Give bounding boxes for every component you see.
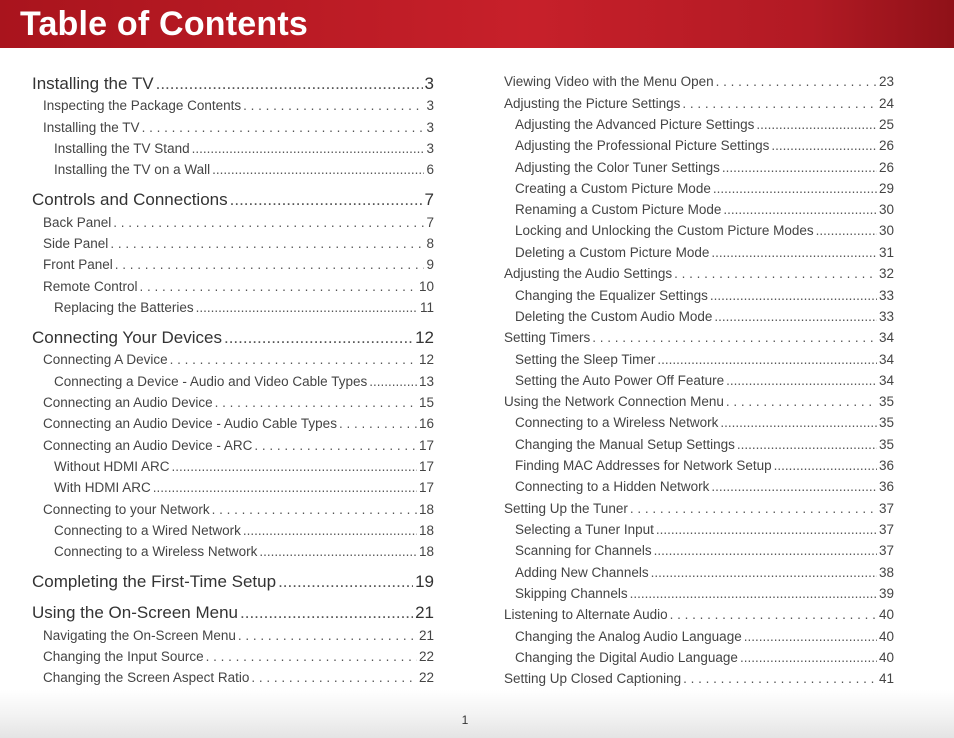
toc-entry-title: Using the On-Screen Menu bbox=[32, 603, 238, 622]
dot-leader bbox=[238, 628, 417, 643]
toc-entry-page: 9 bbox=[426, 257, 434, 272]
toc-entry[interactable] bbox=[54, 459, 434, 474]
toc-entry-title: Setting the Sleep Timer bbox=[515, 352, 656, 367]
toc-entry[interactable] bbox=[43, 257, 434, 272]
dot-leader bbox=[172, 459, 417, 474]
toc-entry-page: 8 bbox=[426, 236, 434, 251]
toc-entry[interactable] bbox=[515, 522, 894, 537]
toc-entry-title: Changing the Manual Setup Settings bbox=[515, 437, 735, 452]
toc-entry[interactable] bbox=[515, 458, 894, 473]
toc-entry-page: 18 bbox=[418, 502, 434, 517]
dot-leader bbox=[230, 190, 423, 210]
dot-leader bbox=[251, 670, 417, 685]
toc-entry-title: Adjusting the Color Tuner Settings bbox=[515, 160, 720, 175]
toc-entry-page: 3 bbox=[426, 120, 434, 135]
toc-entry[interactable] bbox=[515, 160, 894, 175]
dot-leader bbox=[113, 215, 424, 230]
toc-entry-page: 35 bbox=[878, 437, 894, 452]
toc-entry-title: Setting Timers bbox=[504, 330, 591, 345]
toc-entry-title: Skipping Channels bbox=[515, 586, 628, 601]
toc-entry-page: 22 bbox=[418, 670, 434, 685]
toc-entry-page: 17 bbox=[418, 438, 434, 453]
toc-entry-page: 13 bbox=[418, 374, 434, 389]
toc-entry-page: 40 bbox=[878, 650, 894, 665]
dot-leader bbox=[740, 650, 877, 665]
toc-entry-page: 35 bbox=[878, 394, 894, 409]
toc-entry[interactable] bbox=[515, 288, 894, 303]
toc-entry-page: 21 bbox=[415, 603, 434, 622]
toc-entry-title: Installing the TV on a Wall bbox=[54, 162, 211, 177]
dot-leader bbox=[726, 373, 877, 388]
toc-entry-title: Changing the Analog Audio Language bbox=[515, 629, 742, 644]
dot-leader bbox=[771, 138, 877, 153]
toc-entry-page: 39 bbox=[878, 586, 894, 601]
dot-leader bbox=[259, 544, 417, 559]
toc-entry-page: 18 bbox=[418, 544, 434, 559]
toc-entry-title: Connecting an Audio Device bbox=[43, 395, 213, 410]
toc-entry-page: 7 bbox=[424, 190, 434, 209]
dot-leader bbox=[726, 394, 877, 409]
toc-entry[interactable] bbox=[515, 437, 894, 452]
dot-leader bbox=[240, 603, 413, 623]
toc-entry[interactable] bbox=[515, 543, 894, 558]
toc-entry-page: 12 bbox=[418, 352, 434, 367]
toc-entry-page: 34 bbox=[878, 373, 894, 388]
dot-leader bbox=[630, 501, 877, 516]
dot-leader bbox=[651, 565, 877, 580]
toc-entry-title: Deleting a Custom Picture Mode bbox=[515, 245, 710, 260]
toc-entry[interactable] bbox=[32, 572, 434, 592]
toc-entry[interactable] bbox=[515, 181, 894, 196]
toc-entry-page: 19 bbox=[415, 572, 434, 591]
toc-entry[interactable] bbox=[54, 374, 434, 389]
toc-entry-page: 36 bbox=[878, 479, 894, 494]
toc-entry[interactable] bbox=[54, 162, 434, 177]
toc-entry-page: 25 bbox=[878, 117, 894, 132]
dot-leader bbox=[756, 117, 877, 132]
toc-entry-title: Setting the Auto Power Off Feature bbox=[515, 373, 725, 388]
toc-entry-title: Changing the Screen Aspect Ratio bbox=[43, 670, 250, 685]
toc-entry-page: 34 bbox=[878, 330, 894, 345]
toc-entry-title: Adjusting the Picture Settings bbox=[504, 96, 681, 111]
toc-entry-title: Remote Control bbox=[43, 279, 138, 294]
dot-leader bbox=[170, 352, 417, 367]
toc-entry-title: Changing the Input Source bbox=[43, 649, 204, 664]
dot-leader bbox=[714, 309, 877, 324]
dot-leader bbox=[140, 279, 417, 294]
dot-leader bbox=[196, 300, 418, 315]
page-title: Table of Contents bbox=[20, 5, 308, 43]
toc-entry-page: 3 bbox=[424, 74, 434, 93]
dot-leader bbox=[212, 162, 424, 177]
dot-leader bbox=[278, 572, 413, 592]
toc-entry[interactable] bbox=[32, 190, 434, 210]
toc-entry[interactable] bbox=[504, 330, 894, 345]
toc-entry-page: 23 bbox=[878, 74, 894, 89]
toc-entry[interactable] bbox=[515, 415, 894, 430]
toc-entry[interactable] bbox=[515, 202, 894, 217]
toc-entry-title: Adding New Channels bbox=[515, 565, 649, 580]
toc-entry[interactable] bbox=[43, 416, 434, 431]
dot-leader bbox=[212, 502, 417, 517]
toc-entry-title: Connecting to a Hidden Network bbox=[515, 479, 710, 494]
toc-entry-title: Locking and Unlocking the Custom Picture Modes bbox=[515, 223, 814, 238]
dot-leader bbox=[683, 671, 877, 686]
toc-entry-page: 18 bbox=[418, 523, 434, 538]
toc-entry[interactable] bbox=[504, 671, 894, 686]
toc-entry[interactable] bbox=[515, 223, 894, 238]
toc-entry[interactable] bbox=[515, 117, 894, 132]
toc-entry-title: Front Panel bbox=[43, 257, 113, 272]
toc-entry-title: Connecting an Audio Device - ARC bbox=[43, 438, 253, 453]
toc-entry-page: 33 bbox=[878, 288, 894, 303]
toc-entry-page: 26 bbox=[878, 160, 894, 175]
dot-leader bbox=[156, 74, 423, 94]
toc-entry-title: With HDMI ARC bbox=[54, 480, 151, 495]
dot-leader bbox=[654, 543, 877, 558]
toc-entry-page: 29 bbox=[878, 181, 894, 196]
dot-leader bbox=[115, 257, 425, 272]
toc-entry-page: 22 bbox=[418, 649, 434, 664]
dot-leader bbox=[369, 374, 417, 389]
dot-leader bbox=[744, 629, 877, 644]
toc-entry-page: 7 bbox=[426, 215, 434, 230]
dot-leader bbox=[339, 416, 417, 431]
toc-entry-title: Replacing the Batteries bbox=[54, 300, 194, 315]
toc-entry-title: Adjusting the Professional Picture Settings bbox=[515, 138, 770, 153]
dot-leader bbox=[630, 586, 877, 601]
toc-entry-page: 3 bbox=[426, 98, 434, 113]
toc-entry[interactable] bbox=[43, 215, 434, 230]
dot-leader bbox=[224, 328, 413, 348]
toc-entry-page: 31 bbox=[878, 245, 894, 260]
dot-leader bbox=[142, 120, 425, 135]
toc-entry-title: Adjusting the Audio Settings bbox=[504, 266, 673, 281]
toc-entry-title: Without HDMI ARC bbox=[54, 459, 170, 474]
toc-entry-title: Using the Network Connection Menu bbox=[504, 394, 724, 409]
toc-entry-page: 32 bbox=[878, 266, 894, 281]
dot-leader bbox=[723, 202, 877, 217]
toc-entry[interactable] bbox=[515, 138, 894, 153]
toc-entry-title: Installing the TV bbox=[32, 74, 154, 93]
toc-entry[interactable] bbox=[504, 74, 894, 89]
toc-entry[interactable] bbox=[515, 586, 894, 601]
toc-entry[interactable] bbox=[43, 352, 434, 367]
toc-entry[interactable] bbox=[515, 565, 894, 580]
dot-leader bbox=[254, 438, 417, 453]
toc-entry[interactable] bbox=[515, 479, 894, 494]
toc-entry-title: Listening to Alternate Audio bbox=[504, 607, 668, 622]
toc-entry-title: Installing the TV Stand bbox=[54, 141, 190, 156]
dot-leader bbox=[720, 415, 877, 430]
toc-entry[interactable] bbox=[32, 74, 434, 94]
toc-entry-title: Completing the First-Time Setup bbox=[32, 572, 277, 591]
dot-leader bbox=[110, 236, 424, 251]
toc-entry[interactable] bbox=[504, 607, 894, 622]
toc-entry[interactable] bbox=[43, 120, 434, 135]
toc-entry-title: Viewing Video with the Menu Open bbox=[504, 74, 714, 89]
dot-leader bbox=[592, 330, 877, 345]
toc-entry[interactable] bbox=[504, 96, 894, 111]
toc-entry-page: 11 bbox=[419, 300, 434, 315]
toc-entry[interactable] bbox=[43, 236, 434, 251]
toc-entry-page: 34 bbox=[878, 352, 894, 367]
toc-entry-title: Creating a Custom Picture Mode bbox=[515, 181, 711, 196]
toc-entry-page: 12 bbox=[415, 328, 434, 347]
dot-leader bbox=[192, 141, 425, 156]
toc-entry-title: Deleting the Custom Audio Mode bbox=[515, 309, 713, 324]
dot-leader bbox=[710, 288, 877, 303]
toc-entry-title: Connecting to your Network bbox=[43, 502, 210, 517]
dot-leader bbox=[774, 458, 877, 473]
toc-entry[interactable] bbox=[43, 502, 434, 517]
dot-leader bbox=[656, 522, 877, 537]
toc-entry-title: Changing the Equalizer Settings bbox=[515, 288, 708, 303]
toc-entry-page: 41 bbox=[878, 671, 894, 686]
toc-entry-title: Connecting to a Wireless Network bbox=[54, 544, 258, 559]
dot-leader bbox=[711, 245, 877, 260]
toc-entry[interactable] bbox=[43, 395, 434, 410]
toc-entry-page: 40 bbox=[878, 607, 894, 622]
toc-entry-title: Scanning for Channels bbox=[515, 543, 652, 558]
toc-entry[interactable] bbox=[515, 650, 894, 665]
toc-entry[interactable] bbox=[54, 523, 434, 538]
dot-leader bbox=[670, 607, 877, 622]
dot-leader bbox=[713, 181, 877, 196]
toc-entry-title: Adjusting the Advanced Picture Settings bbox=[515, 117, 755, 132]
dot-leader bbox=[816, 223, 877, 238]
toc-entry-title: Finding MAC Addresses for Network Setup bbox=[515, 458, 772, 473]
dot-leader bbox=[243, 523, 417, 538]
toc-entry-title: Side Panel bbox=[43, 236, 109, 251]
dot-leader bbox=[215, 395, 417, 410]
toc-entry-page: 37 bbox=[878, 543, 894, 558]
dot-leader bbox=[722, 160, 877, 175]
toc-entry-page: 35 bbox=[878, 415, 894, 430]
toc-entry-title: Inspecting the Package Contents bbox=[43, 98, 242, 113]
toc-entry-page: 3 bbox=[426, 141, 434, 156]
toc-entry-page: 33 bbox=[878, 309, 894, 324]
toc-entry-title: Selecting a Tuner Input bbox=[515, 522, 654, 537]
toc-entry-title: Connecting an Audio Device - Audio Cable Types bbox=[43, 416, 337, 431]
toc-entry-title: Connecting to a Wireless Network bbox=[515, 415, 719, 430]
toc-entry[interactable] bbox=[43, 279, 434, 294]
toc-entry-title: Navigating the On-Screen Menu bbox=[43, 628, 236, 643]
toc-entry-page: 24 bbox=[878, 96, 894, 111]
toc-entry-title: Changing the Digital Audio Language bbox=[515, 650, 738, 665]
toc-entry-page: 36 bbox=[878, 458, 894, 473]
toc-entry[interactable] bbox=[54, 544, 434, 559]
toc-entry-title: Back Panel bbox=[43, 215, 112, 230]
toc-entry[interactable] bbox=[515, 373, 894, 388]
toc-entry[interactable] bbox=[504, 266, 894, 281]
toc-entry[interactable] bbox=[515, 629, 894, 644]
toc-entry[interactable] bbox=[43, 98, 434, 113]
toc-entry[interactable] bbox=[32, 328, 434, 348]
toc-entry-page: 16 bbox=[418, 416, 434, 431]
toc-entry-title: Setting Up Closed Captioning bbox=[504, 671, 682, 686]
toc-entry[interactable] bbox=[32, 603, 434, 623]
toc-entry-title: Connecting to a Wired Network bbox=[54, 523, 241, 538]
dot-leader bbox=[243, 98, 424, 113]
dot-leader bbox=[716, 74, 877, 89]
toc-entry-page: 37 bbox=[878, 501, 894, 516]
dot-leader bbox=[737, 437, 877, 452]
toc-entry-page: 38 bbox=[878, 565, 894, 580]
toc-entry[interactable] bbox=[54, 141, 434, 156]
toc-entry[interactable] bbox=[54, 300, 434, 315]
dot-leader bbox=[657, 352, 877, 367]
toc-entry-title: Installing the TV bbox=[43, 120, 140, 135]
toc-entry-title: Controls and Connections bbox=[32, 190, 228, 209]
toc-entry-title: Connecting A Device bbox=[43, 352, 168, 367]
toc-entry-page: 17 bbox=[418, 480, 434, 495]
toc-entry-page: 10 bbox=[418, 279, 434, 294]
toc-entry-page: 26 bbox=[878, 138, 894, 153]
toc-entry-title: Setting Up the Tuner bbox=[504, 501, 628, 516]
toc-entry[interactable] bbox=[43, 649, 434, 664]
toc-entry-page: 40 bbox=[878, 629, 894, 644]
toc-entry[interactable] bbox=[43, 670, 434, 685]
toc-entry[interactable] bbox=[54, 480, 434, 495]
dot-leader bbox=[682, 96, 877, 111]
toc-entry[interactable] bbox=[43, 438, 434, 453]
toc-entry-page: 15 bbox=[418, 395, 434, 410]
toc-entry[interactable] bbox=[504, 501, 894, 516]
toc-entry[interactable] bbox=[504, 394, 894, 409]
toc-entry-page: 30 bbox=[878, 223, 894, 238]
toc-entry-title: Renaming a Custom Picture Mode bbox=[515, 202, 722, 217]
toc-entry[interactable] bbox=[43, 628, 434, 643]
toc-entry-title: Connecting a Device - Audio and Video Cable Types bbox=[54, 374, 368, 389]
toc-entry[interactable] bbox=[515, 352, 894, 367]
dot-leader bbox=[711, 479, 877, 494]
toc-entry-title: Connecting Your Devices bbox=[32, 328, 222, 347]
dot-leader bbox=[153, 480, 417, 495]
toc-entry[interactable] bbox=[515, 309, 894, 324]
toc-entry-page: 17 bbox=[418, 459, 434, 474]
toc-entry-page: 21 bbox=[418, 628, 434, 643]
toc-entry-page: 30 bbox=[878, 202, 894, 217]
dot-leader bbox=[206, 649, 417, 664]
page-number: 1 bbox=[461, 713, 469, 727]
toc-entry-page: 37 bbox=[878, 522, 894, 537]
title-banner bbox=[0, 0, 954, 48]
toc-entry[interactable] bbox=[515, 245, 894, 260]
dot-leader bbox=[674, 266, 877, 281]
toc-entry-page: 6 bbox=[426, 162, 434, 177]
